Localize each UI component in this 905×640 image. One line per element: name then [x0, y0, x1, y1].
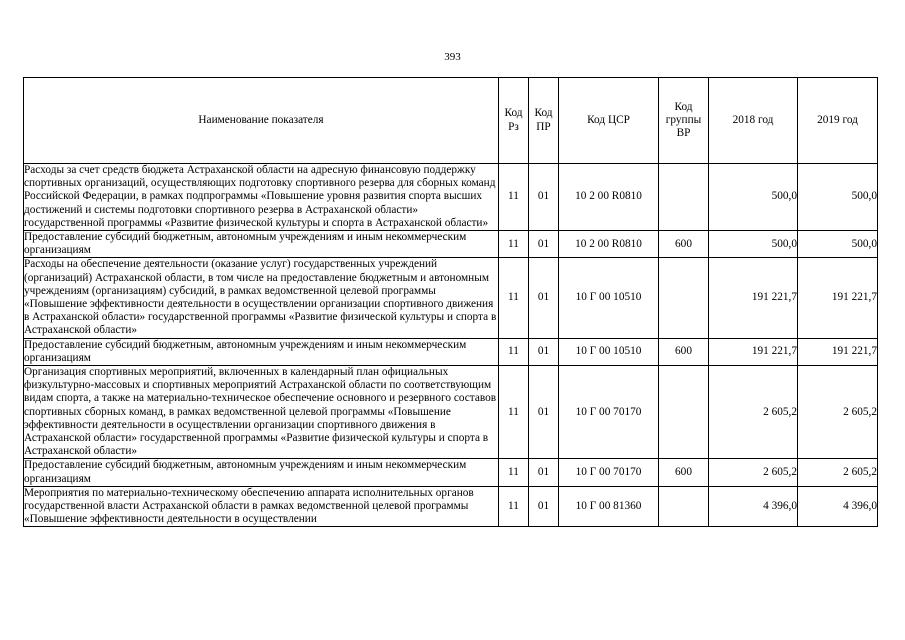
row-pr: 01 [529, 486, 559, 527]
row-name: Предоставление субсидий бюджетным, автономным учреждениям и иным некоммерческим организациям [24, 231, 499, 258]
row-2018: 500,0 [709, 231, 798, 258]
header-2018: 2018 год [709, 78, 798, 164]
row-2019: 2 605,2 [798, 459, 878, 486]
table-row [24, 366, 878, 459]
row-rz: 11 [499, 366, 529, 459]
table-row [24, 231, 878, 258]
row-vr: 600 [659, 338, 709, 365]
row-2019: 4 396,0 [798, 486, 878, 527]
row-pr: 01 [529, 366, 559, 459]
row-2018: 2 605,2 [709, 366, 798, 459]
row-2018: 500,0 [709, 164, 798, 231]
row-pr: 01 [529, 231, 559, 258]
row-2018: 191 221,7 [709, 258, 798, 338]
row-vr [659, 486, 709, 527]
table-row [24, 258, 878, 338]
row-2018: 191 221,7 [709, 338, 798, 365]
row-name: Мероприятия по материально-техническому обеспечению аппарата исполнительных органов государственной власти Астраханской области в рамках ведомственной целевой программы «Повышение эффективности деятельности в осуществлении [24, 486, 499, 527]
table-row [24, 338, 878, 365]
row-csr: 10 2 00 R0810 [559, 231, 659, 258]
row-vr: 600 [659, 231, 709, 258]
row-2019: 2 605,2 [798, 366, 878, 459]
row-name: Предоставление субсидий бюджетным, автономным учреждениям и иным некоммерческим организациям [24, 459, 499, 486]
row-csr: 10 Г 00 70170 [559, 366, 659, 459]
row-name: Предоставление субсидий бюджетным, автономным учреждениям и иным некоммерческим организациям [24, 338, 499, 365]
row-2019: 191 221,7 [798, 258, 878, 338]
row-csr: 10 Г 00 10510 [559, 258, 659, 338]
row-pr: 01 [529, 459, 559, 486]
row-vr [659, 258, 709, 338]
row-rz: 11 [499, 258, 529, 338]
row-csr: 10 Г 00 81360 [559, 486, 659, 527]
header-2019: 2019 год [798, 78, 878, 164]
header-rz: Код Рз [499, 78, 529, 164]
row-2019: 191 221,7 [798, 338, 878, 365]
row-2019: 500,0 [798, 164, 878, 231]
row-rz: 11 [499, 164, 529, 231]
table-row [24, 486, 878, 527]
row-vr [659, 164, 709, 231]
row-2018: 4 396,0 [709, 486, 798, 527]
row-vr [659, 366, 709, 459]
row-name: Расходы за счет средств бюджета Астраханской области на адресную финансовую поддержку спортивных организаций, осуществляющих подготовку спортивного резерва для сборных команд Российской Федерации, в рамках подпрограммы «Повышение уровня развития спорта высших достижений и системы подготовки спортивного резерва в Астраханской области» государственной программы «Развитие физической культуры и спорта в Астраханской области» [24, 164, 499, 231]
table-header-row [24, 78, 878, 164]
row-2019: 500,0 [798, 231, 878, 258]
budget-table [23, 77, 878, 527]
header-pr: Код ПР [529, 78, 559, 164]
header-name: Наименование показателя [24, 78, 499, 164]
row-rz: 11 [499, 231, 529, 258]
row-2018: 2 605,2 [709, 459, 798, 486]
row-name: Расходы на обеспечение деятельности (оказание услуг) государственных учреждений (организаций) Астраханской области, в том числе на предоставление бюджетным и автономным учреждениям (организациям) субсидий, в рамках ведомственной целевой программы «Повышение эффективности деятельности в осуществлении организации спортивного движения в Астраханской области» государственной программы «Развитие физической культуры и спорта в Астраханской области» [24, 258, 499, 338]
table-row [24, 459, 878, 486]
row-csr: 10 2 00 R0810 [559, 164, 659, 231]
row-vr: 600 [659, 459, 709, 486]
row-pr: 01 [529, 338, 559, 365]
row-pr: 01 [529, 164, 559, 231]
row-name: Организация спортивных мероприятий, включенных в календарный план официальных физкультурно-массовых и спортивных мероприятий Астраханской области по соответствующим видам спорта, а также на материально-техническое обеспечение основного и резервного составов спортивных сборных команд, в рамках ведомственной целевой программы «Повышение эффективности деятельности в осуществлении организации спортивного движения в Астраханской области» государственной программы «Развитие физической культуры и спорта в Астраханской области» [24, 366, 499, 459]
table-row [24, 164, 878, 231]
row-rz: 11 [499, 486, 529, 527]
page-number: 393 [444, 51, 461, 63]
row-rz: 11 [499, 459, 529, 486]
row-rz: 11 [499, 338, 529, 365]
row-csr: 10 Г 00 10510 [559, 338, 659, 365]
row-pr: 01 [529, 258, 559, 338]
row-csr: 10 Г 00 70170 [559, 459, 659, 486]
header-csr: Код ЦСР [559, 78, 659, 164]
header-vr: Код группы ВР [659, 78, 709, 164]
